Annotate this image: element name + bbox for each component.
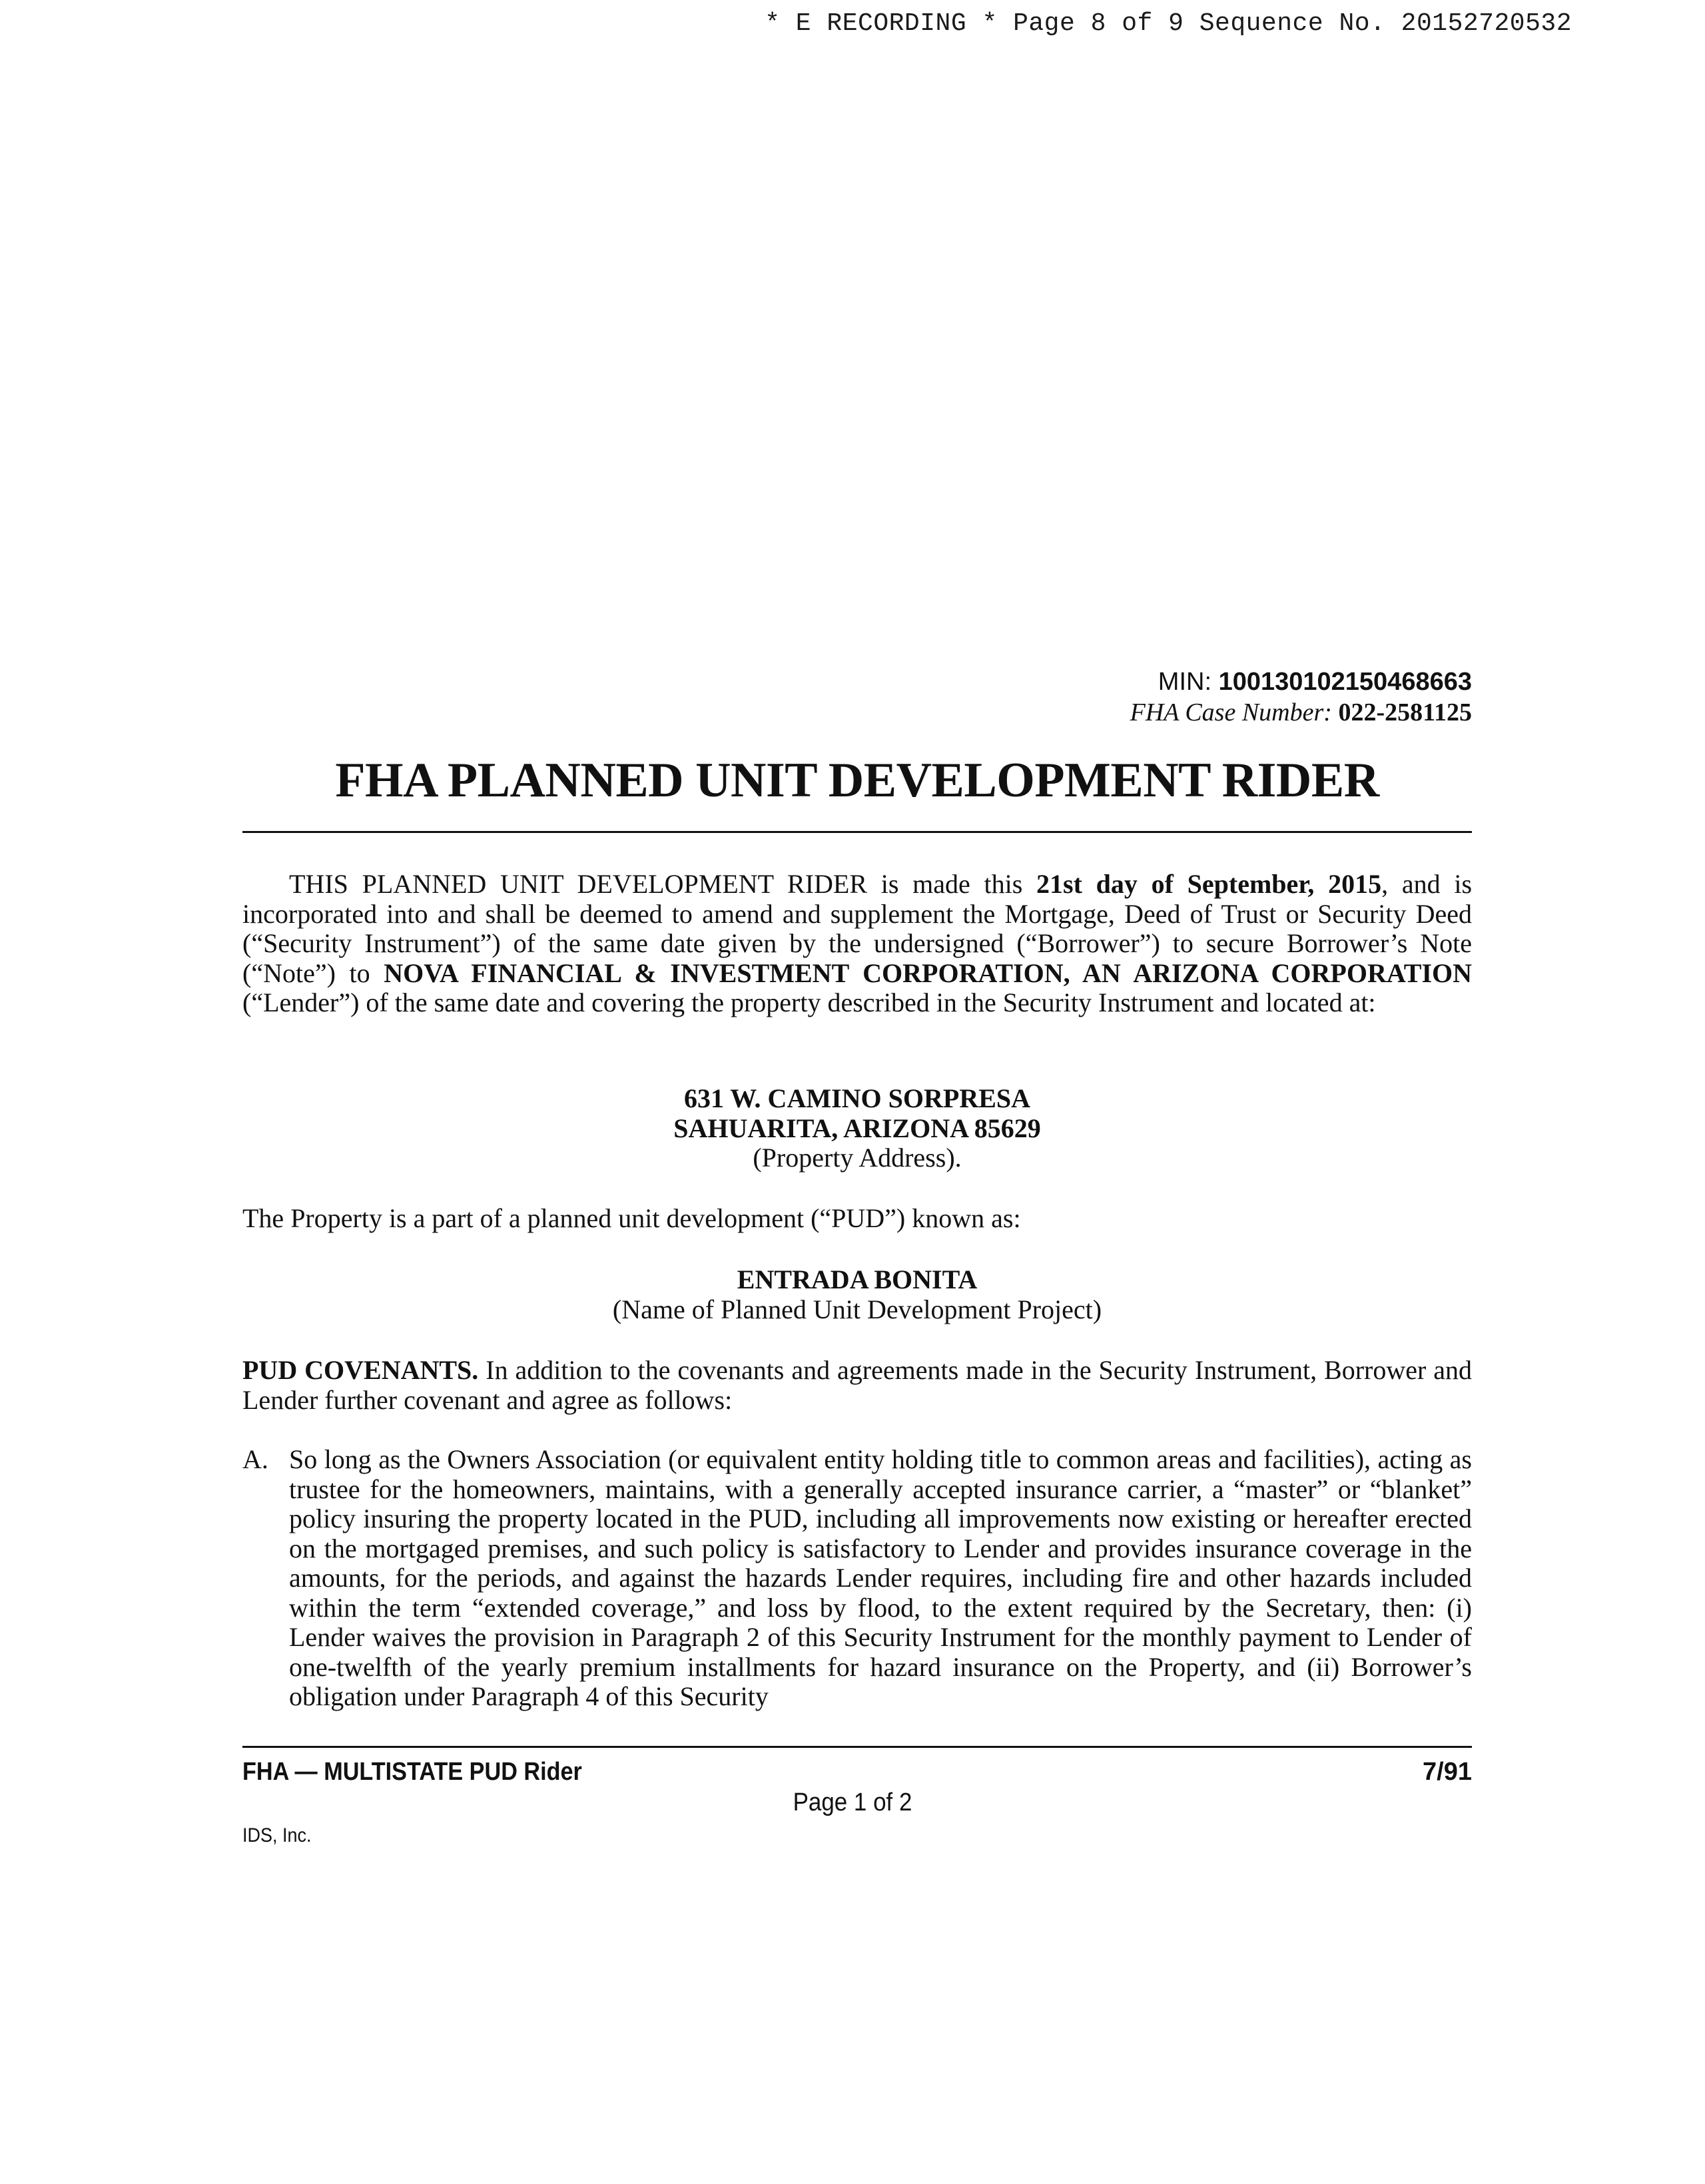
fha-case-value: 022-2581125 xyxy=(1338,698,1472,726)
property-address xyxy=(242,1084,1472,1173)
recording-header: * E RECORDING * Page 8 of 9 Sequence No. 20152720532 xyxy=(765,9,1572,38)
min-value: 100130102150468663 xyxy=(1218,668,1472,696)
intro-text-2: , and is incorporated into and shall be deemed to amend and supplement the Mortgage, Deed of Trust or Security Deed (“Security Instrument”) of the same date given by the undersigned (“Borrower”) to secure Borrower’s Note (“Note”) to xyxy=(242,869,1473,988)
rider-date: 21st day of September, 2015 xyxy=(1036,869,1382,899)
covenants-heading: PUD COVENANTS. xyxy=(242,1355,479,1385)
footer-company: IDS, Inc. xyxy=(242,1824,312,1846)
fha-case-label: FHA Case Number: xyxy=(1130,698,1332,726)
title-divider xyxy=(242,831,1472,833)
covenants-text: In addition to the covenants and agreements made in the Security Instrument, Borrower and Lender further covenant and agree as follows: xyxy=(242,1355,1472,1415)
project-caption: (Name of Planned Unit Development Project) xyxy=(612,1294,1102,1324)
min-line xyxy=(932,666,1472,698)
intro-text-3: (“Lender”) of the same date and covering the property described in the Security Instrument and located at: xyxy=(242,987,1376,1017)
section-a xyxy=(242,1445,1472,1712)
lender-name: NOVA FINANCIAL & INVESTMENT CORPORATION, AN ARIZONA CORPORATION xyxy=(384,957,1473,988)
footer-page-number: Page 1 of 2 xyxy=(793,1788,912,1816)
footer-form-date: 7/91 xyxy=(1423,1758,1472,1786)
address-line-2: SAHUARITA, ARIZONA 85629 xyxy=(673,1113,1041,1143)
covenants-paragraph xyxy=(242,1356,1472,1415)
intro-paragraph xyxy=(242,870,1472,1018)
section-a-letter: A. xyxy=(242,1444,268,1474)
pud-statement: The Property is a part of a planned unit development (“PUD”) known as: xyxy=(242,1203,1021,1233)
document-title: FHA PLANNED UNIT DEVELOPMENT RIDER xyxy=(335,753,1379,808)
project-name: ENTRADA BONITA xyxy=(737,1264,978,1294)
project-block xyxy=(242,1265,1472,1324)
footer-form-name: FHA — MULTISTATE PUD Rider xyxy=(242,1758,582,1786)
identifier-block xyxy=(932,666,1472,727)
footer-divider xyxy=(242,1746,1472,1748)
address-line-1: 631 W. CAMINO SORPRESA xyxy=(683,1083,1031,1113)
fha-case-line xyxy=(932,698,1472,727)
section-a-text: So long as the Owners Association (or equivalent entity holding title to common areas and facilities), acting as trustee for the homeowners, maintains, with a generally accepted insurance carrier, a “master” or “blanket” policy insuring the property located in the PUD, including all improvements now existing or hereafter erected on the mortgaged premises, and such policy is satisfactory to Lender and provides insurance coverage in the amounts, for the periods, and against the hazards Lender requires, including fire and other hazards included within the term “extended coverage,” and loss by flood, to the extent required by the Secretary, then: (i) Lender waives the provision in Paragraph 2 of this Security Instrument for the monthly payment to Lender of one-twelfth of the yearly premium installments for hazard insurance on the Property, and (ii) Borrower’s obligation under Paragraph 4 of this Security xyxy=(289,1444,1472,1711)
intro-text-1: THIS PLANNED UNIT DEVELOPMENT RIDER is made this xyxy=(289,869,1037,899)
min-label: MIN: xyxy=(1158,668,1212,696)
address-caption: (Property Address). xyxy=(753,1143,962,1173)
